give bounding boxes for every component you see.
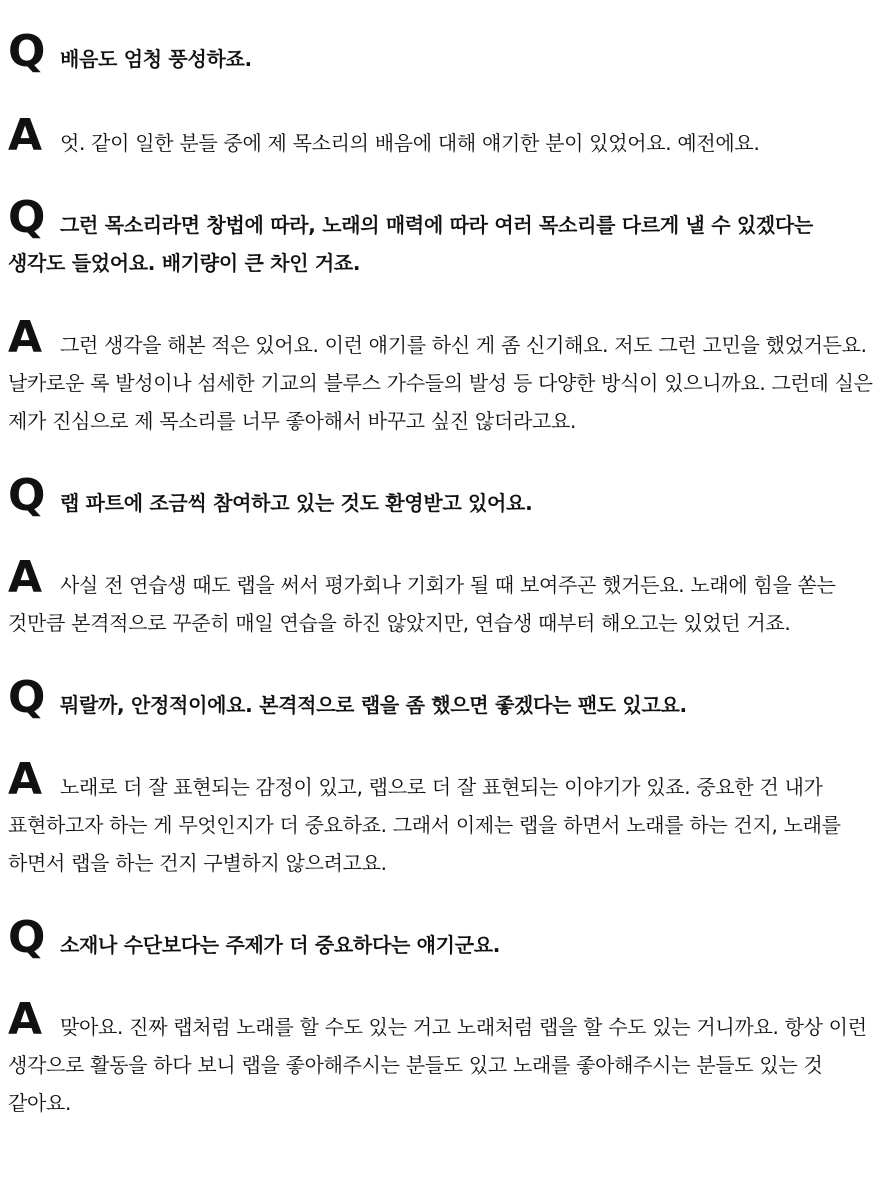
question-mark: Q bbox=[8, 192, 46, 243]
answer-text: 그런 생각을 해본 적은 있어요. 이런 얘기를 하신 게 좀 신기해요. 저도 그런 고민을 했었거든요. 날카로운 록 발성이나 섬세한 기교의 블루스 가수들의 발성 등 다양한 방식이 있으니까요. 그런데 실은 제가 진심으로 제 목소리를 너무 좋아해서 바꾸고 싶진 않더라고요. bbox=[8, 333, 873, 433]
question-4 bbox=[8, 672, 876, 724]
question-text: 소재나 수단보다는 주제가 더 중요하다는 얘기군요. bbox=[60, 933, 501, 957]
answer-2 bbox=[8, 312, 876, 440]
answer-mark: A bbox=[8, 994, 43, 1045]
question-mark: Q bbox=[8, 912, 46, 963]
answer-3 bbox=[8, 552, 876, 642]
question-mark: Q bbox=[8, 26, 46, 77]
answer-mark: A bbox=[8, 110, 43, 161]
answer-text: 노래로 더 잘 표현되는 감정이 있고, 랩으로 더 잘 표현되는 이야기가 있죠. 중요한 건 내가 표현하고자 하는 게 무엇인지가 더 중요하죠. 그래서 이제는 랩을 하면서 노래를 하는 건지, 노래를 하면서 랩을 하는 건지 구별하지 않으려고요. bbox=[8, 775, 841, 875]
answer-4 bbox=[8, 754, 876, 882]
question-text: 뭐랄까, 안정적이에요. 본격적으로 랩을 좀 했으면 좋겠다는 팬도 있고요. bbox=[60, 693, 687, 717]
question-2 bbox=[8, 192, 876, 282]
question-text: 배음도 엄청 풍성하죠. bbox=[60, 47, 252, 71]
question-5 bbox=[8, 912, 876, 964]
answer-5 bbox=[8, 994, 876, 1122]
question-mark: Q bbox=[8, 672, 46, 723]
question-text: 랩 파트에 조금씩 참여하고 있는 것도 환영받고 있어요. bbox=[60, 491, 533, 515]
question-mark: Q bbox=[8, 470, 46, 521]
question-3 bbox=[8, 470, 876, 522]
answer-1 bbox=[8, 110, 876, 162]
answer-mark: A bbox=[8, 312, 43, 363]
question-text: 그런 목소리라면 창법에 따라, 노래의 매력에 따라 여러 목소리를 다르게 낼 수 있겠다는 생각도 들었어요. 배기량이 큰 차인 거죠. bbox=[8, 213, 813, 275]
answer-text: 맞아요. 진짜 랩처럼 노래를 할 수도 있는 거고 노래처럼 랩을 할 수도 있는 거니까요. 항상 이런 생각으로 활동을 하다 보니 랩을 좋아해주시는 분들도 있고 노래를 좋아해주시는 분들도 있는 것 같아요. bbox=[8, 1015, 867, 1115]
answer-text: 엇. 같이 일한 분들 중에 제 목소리의 배음에 대해 얘기한 분이 있었어요. 예전에요. bbox=[60, 131, 760, 155]
question-1 bbox=[8, 26, 876, 78]
answer-mark: A bbox=[8, 754, 43, 805]
answer-mark: A bbox=[8, 552, 43, 603]
answer-text: 사실 전 연습생 때도 랩을 써서 평가회나 기회가 될 때 보여주곤 했거든요. 노래에 힘을 쏟는 것만큼 본격적으로 꾸준히 매일 연습을 하진 않았지만, 연습생 때부터 해오고는 있었던 거죠. bbox=[8, 573, 836, 635]
